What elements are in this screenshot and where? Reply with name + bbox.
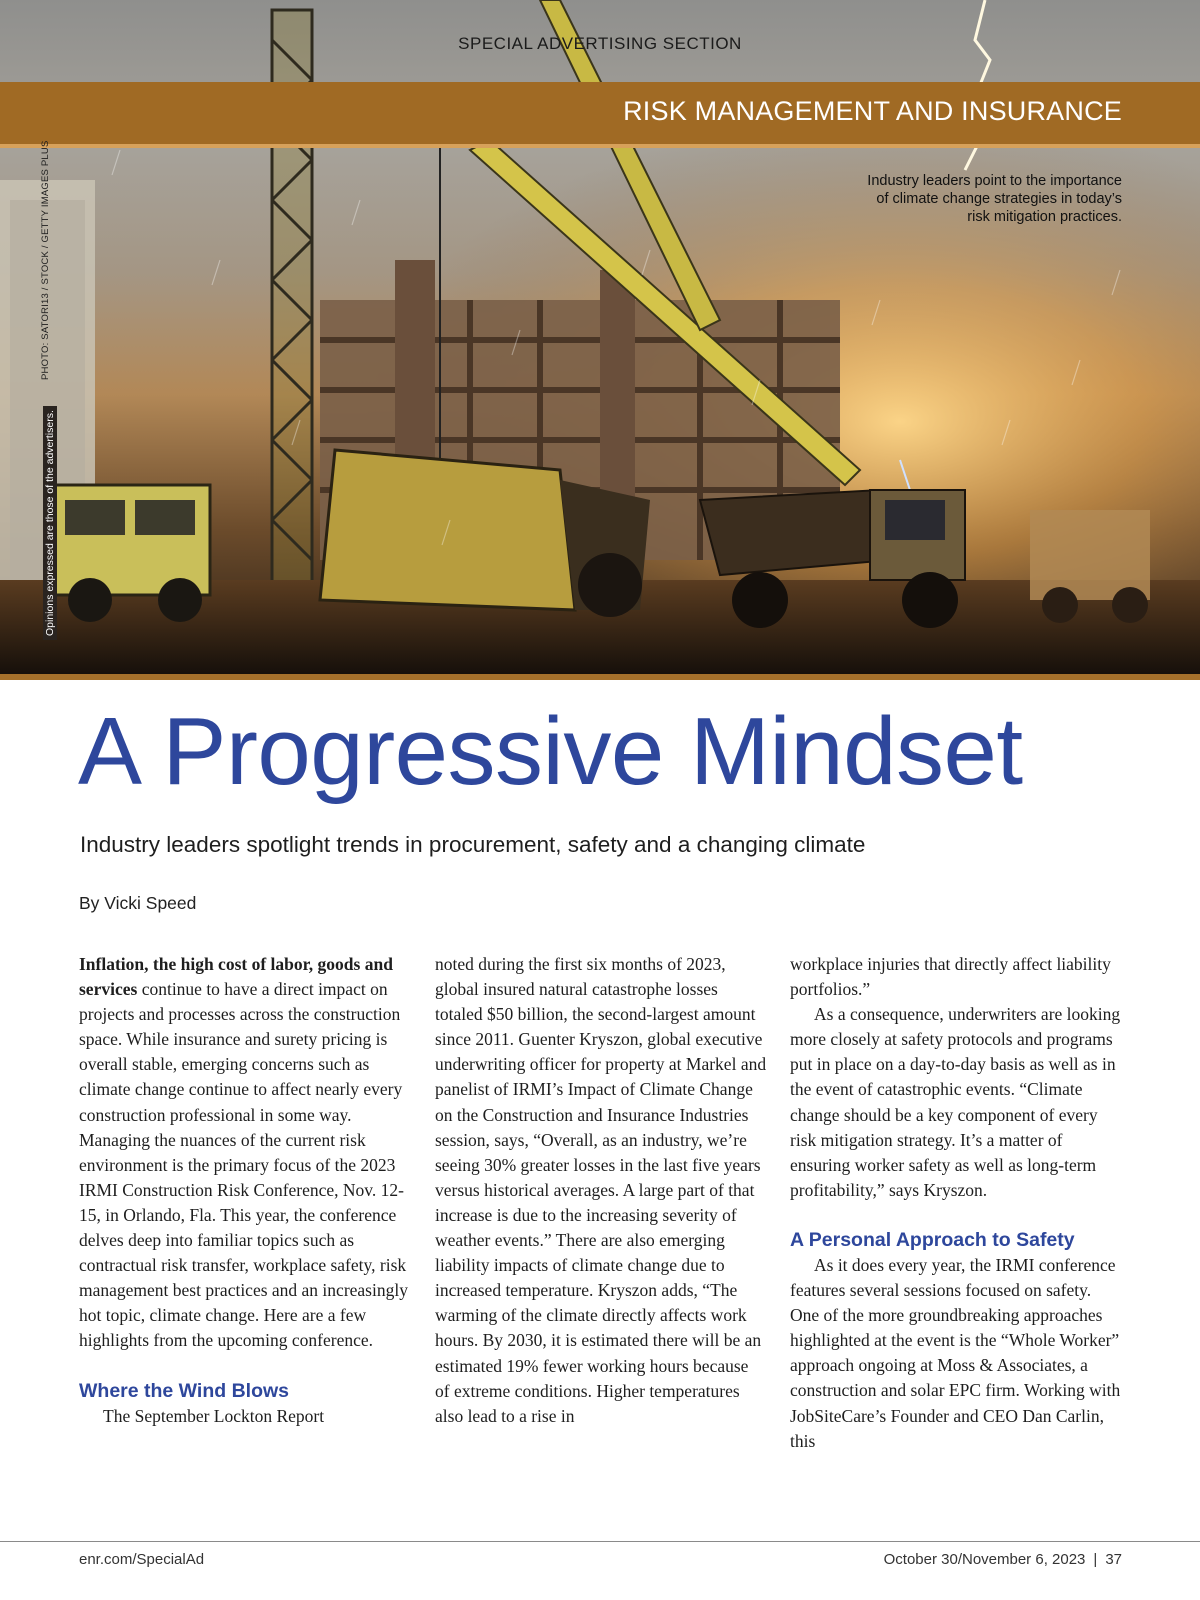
article-byline: By Vicki Speed	[79, 893, 197, 913]
column-1-paragraph-1	[79, 952, 411, 1354]
article-column-1	[79, 952, 411, 1429]
hero-photo	[0, 0, 1200, 680]
page-number: 37	[1105, 1551, 1122, 1568]
article-column-3	[790, 952, 1122, 1454]
column-2-paragraph-1: noted during the first six months of 2023, global insured natural catastrophe losses totaled $50 billion, the second-largest amount since 2011. Guenter Kryszon, global executive underwriting officer for property at Markel and panelist of IRMI’s Impact of Climate Change on the Construction and Insurance Industries session, says, “Overall, as an industry, we’re seeing 30% greater losses in the last five years versus historical averages. A large part of that increase is due to the increasing severity of weather events.” There are also emerging liability impacts of climate change due to increased temperature. Kryszon adds, “The warming of the climate directly affects work hours. By 2030, it is estimated there will be an estimated 19% fewer working hours because of extreme conditions. Higher temperatures also lead to a rise in	[435, 954, 767, 1426]
lead-in-bold: Inflation, the high cost of labor, goods and services	[79, 954, 393, 1000]
footer-url[interactable]: enr.com/SpecialAd	[79, 1551, 205, 1568]
subhead-personal-approach-to-safety: A Personal Approach to Safety	[790, 1228, 1075, 1251]
article-dek: Industry leaders spotlight trends in procurement, safety and a changing climate	[80, 832, 866, 857]
column-1-paragraph-2: The September Lockton Report	[103, 1405, 325, 1426]
photo-credit: PHOTO: SATORI13 / STOCK / GETTY IMAGES PLUS	[40, 140, 51, 380]
column-3-paragraph-1: workplace injuries that directly affect liability portfolios.”	[790, 954, 1111, 1000]
lead-paragraph-text: continue to have a direct impact on projects and processes across the construction space. While insurance and surety pricing is overall stable, emerging concerns such as climate change continue to affect nearly every construction professional in some way. Managing the nuances of the current risk environment is the primary focus of the 2023 IRMI Construction Risk Conference, Nov. 12-15, in Orlando, Fla. This year, the conference delves deep into familiar topics such as contractual risk transfer, workplace safety, risk management best practices and an increasingly hot topic, climate change. Here are a few highlights from the upcoming conference.	[79, 979, 408, 1351]
subhead-where-the-wind-blows: Where the Wind Blows	[79, 1379, 289, 1402]
column-3-paragraph-3: As it does every year, the IRMI conference features several sessions focused on safety. One of the more groundbreaking approaches highlighted at the event is the “Whole Worker” approach ongoing at Moss & Associates, a construction and solar EPC firm. Working with JobSiteCare’s Founder and CEO Dan Carlin, this	[790, 1254, 1121, 1451]
column-3-paragraph-2: As a consequence, underwriters are looking more closely at safety protocols and programs put in place on a day-to-day basis as well as in the event of catastrophic events. “Climate change should be a key component of every risk mitigation strategy. It’s a matter of ensuring worker safety as well as long-term profitability,” says Kryszon.	[790, 1004, 1121, 1200]
banner-title: RISK MANAGEMENT AND INSURANCE	[623, 96, 1122, 126]
photo-caption: Industry leaders point to the importance of climate change strategies in today’s risk mitigation practices.	[867, 173, 1122, 225]
issue-date: October 30/November 6, 2023	[883, 1551, 1086, 1568]
banner-accent-line	[0, 144, 1200, 148]
section-banner	[0, 82, 1200, 144]
footer-separator: |	[1093, 1551, 1098, 1568]
hero-bottom-rule	[0, 674, 1200, 680]
article-headline: A Progressive Mindset	[78, 698, 1023, 805]
footer-date-page	[884, 1551, 1122, 1568]
special-advertising-label: SPECIAL ADVERTISING SECTION	[458, 34, 742, 53]
footer-rule	[0, 1541, 1200, 1542]
advertiser-disclaimer: Opinions expressed are those of the advertisers.	[43, 406, 57, 640]
article-column-2	[435, 952, 767, 1429]
